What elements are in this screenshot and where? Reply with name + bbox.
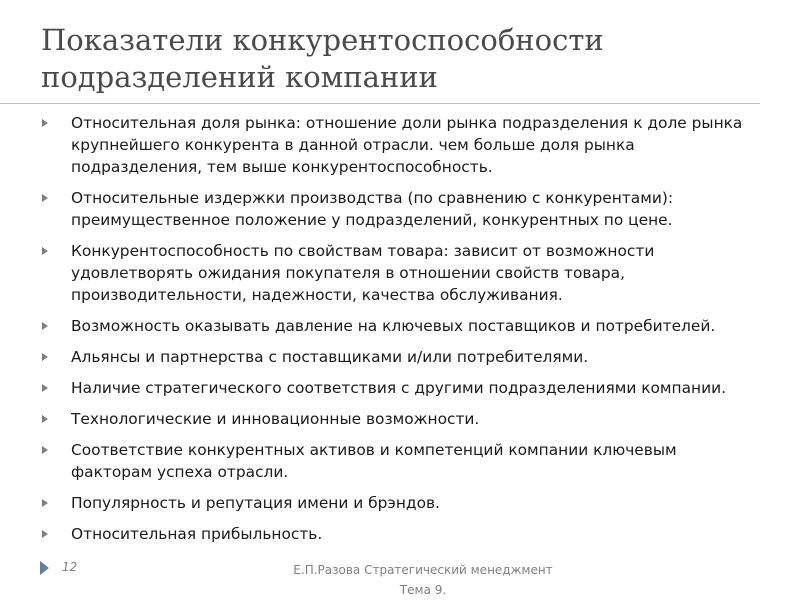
bullet-text: Популярность и репутация имени и брэндов. — [71, 494, 440, 512]
slide-title-line-1: Показатели конкурентоспособности — [41, 23, 604, 57]
bullet-triangle-icon — [42, 247, 48, 255]
slide-title-line-2: подразделений компании — [41, 60, 438, 94]
bullet-text: Относительные издержки производства (по сравнению с конкурентами): преимущественное положение у подразделений, конкурентных по цене. — [71, 189, 674, 229]
bullet-triangle-icon — [42, 353, 48, 361]
slide-title — [41, 22, 761, 96]
bullet-item-profitability — [40, 523, 760, 545]
bullet-item-relative-costs — [40, 187, 760, 231]
bullet-list — [40, 112, 760, 554]
footer-author — [268, 560, 578, 600]
footer-author-line-2: Тема 9. — [399, 583, 447, 597]
bullet-triangle-icon — [42, 446, 48, 454]
bullet-triangle-icon — [42, 530, 48, 538]
bullet-triangle-icon — [42, 415, 48, 423]
bullet-text: Возможность оказывать давление на ключевых поставщиков и потребителей. — [71, 317, 716, 335]
bullet-triangle-icon — [42, 119, 48, 127]
bullet-text: Альянсы и партнерства с поставщиками и/или потребителями. — [71, 348, 589, 366]
bullet-triangle-icon — [42, 322, 48, 330]
bullet-triangle-icon — [42, 384, 48, 392]
bullet-text: Технологические и инновационные возможности. — [71, 410, 480, 428]
bullet-item-product-competitiveness — [40, 240, 760, 306]
bullet-triangle-icon — [42, 499, 48, 507]
bullet-text: Относительная прибыльность. — [71, 525, 323, 543]
bullet-item-supplier-pressure — [40, 315, 760, 337]
bullet-text: Относительная доля рынка: отношение доли рынка подразделения к доле рынка крупнейшего конкурента в данной отрасли. чем больше доля рынка подразделения, тем выше конкурентоспособность. — [71, 114, 743, 176]
bullet-item-key-success-factors — [40, 439, 760, 483]
bullet-item-relative-market-share — [40, 112, 760, 178]
slide-arrow-icon — [40, 561, 49, 575]
title-divider — [0, 103, 760, 104]
bullet-item-technology — [40, 408, 760, 430]
bullet-text: Наличие стратегического соответствия с другими подразделениями компании. — [71, 379, 726, 397]
bullet-item-alliances — [40, 346, 760, 368]
bullet-item-reputation — [40, 492, 760, 514]
bullet-text: Конкурентоспособность по свойствам товара: зависит от возможности удовлетворять ожидания покупателя в отношении свойств товара, производительности, надежности, качества обслуживания. — [71, 242, 655, 304]
bullet-triangle-icon — [42, 194, 48, 202]
page-number: 12 — [62, 560, 78, 574]
bullet-text: Соответствие конкурентных активов и компетенций компании ключевым факторам успеха отрасли. — [71, 441, 677, 481]
bullet-item-strategic-fit — [40, 377, 760, 399]
footer-author-line-1: Е.П.Разова Стратегический менеджмент — [293, 563, 553, 577]
